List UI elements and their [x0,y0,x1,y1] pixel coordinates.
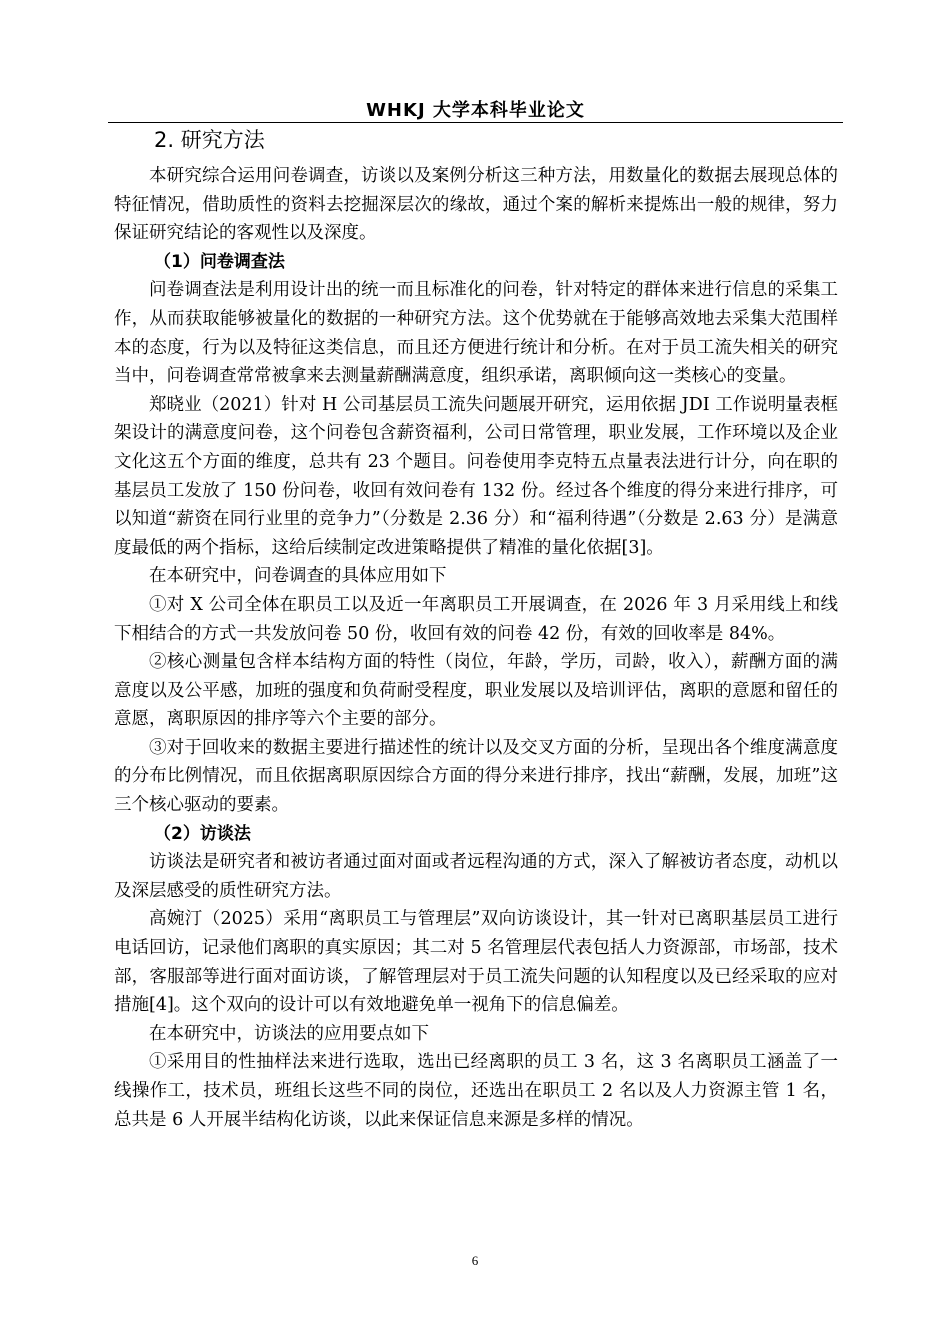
subheading-interview: （2）访谈法 [154,823,251,844]
paragraph: 在本研究中，问卷调查的具体应用如下 [149,566,447,587]
paragraph: 问卷调查法是利用设计出的统一而且标准化的问卷，针对特定的群体来进行信息的采集工作，从而获取能够被量化的数据的一种研究方法。这个优势就在于能够高效地去采集大范围样本的态度，行为以及特征这类信息，而且还方便进行统计和分析。在对于员工流失相关的研究当中，问卷调查常常被拿来去测量薪酬满意度，组织承诺，离职倾向这一类核心的变量。 [114,280,838,387]
section-title: 2. 研究方法 [154,128,265,152]
list-item: ①对 X 公司全体在职员工以及近一年离职员工开展调查，在 2026 年 3 月采用线上和线下相结合的方式一共发放问卷 50 份，收回有效的问卷 42 份，有效的回收率是 84%。 [114,594,838,644]
body-content [114,124,838,1134]
list-item: ③对于回收来的数据主要进行描述性的统计以及交叉方面的分析，呈现出各个维度满意度的分布比例情况，而且依据离职原因综合方面的得分来进行排序，找出“薪酬，发展，加班”这三个核心驱动的要素。 [114,737,838,816]
paragraph: 在本研究中，访谈法的应用要点如下 [149,1023,429,1044]
paragraph: 郑晓业（2021）针对 H 公司基层员工流失问题展开研究，运用依据 JDI 工作说明量表框架设计的满意度问卷，这个问卷包含薪资福利，公司日常管理，职业发展，工作环境以及企业文化这五个方面的维度，总共有 23 个题目。问卷使用李克特五点量表法进行计分，向在职的基层员工发放了 150 份问卷，收回有效问卷有 132 份。经过各个维度的得分来进行排序，可以知道“薪资在同行业里的竞争力”（分数是 2.36 分）和“福利待遇”（分数是 2.63 分）是满意度最低的两个指标，这给后续制定改进策略提供了精准的量化依据[3]。 [114,394,838,558]
list-item: ②核心测量包含样本结构方面的特性（岗位，年龄，学历，司龄，收入），薪酬方面的满意度以及公平感，加班的强度和负荷耐受程度，职业发展以及培训评估，离职的意愿和留任的意愿，离职原因的排序等六个主要的部分。 [114,652,838,730]
page-number: 6 [471,1253,479,1268]
header-rule [108,122,843,123]
paragraph: 高婉汀（2025）采用“离职员工与管理层”双向访谈设计，其一针对已离职基层员工进行电话回访，记录他们离职的真实原因；其二对 5 名管理层代表包括人力资源部，市场部，技术部，客服部等进行面对面访谈，了解管理层对于员工流失问题的认知程度以及已经采取的应对措施[4]。这个双向的设计可以有效地避免单一视角下的信息偏差。 [114,909,838,1016]
paragraph: 访谈法是研究者和被访者通过面对面或者远程沟通的方式，深入了解被访者态度，动机以及深层感受的质性研究方法。 [114,852,838,901]
list-item: ①采用目的性抽样法来进行选取，选出已经离职的员工 3 名，这 3 名离职员工涵盖了一线操作工，技术员，班组长这些不同的岗位，还选出在职员工 2 名以及人力资源主管 1 名，总共是 6 人开展半结构化访谈，以此来保证信息来源是多样的情况。 [114,1052,838,1130]
running-header: WHKJ 大学本科毕业论文 [366,100,585,121]
subheading-questionnaire: （1）问卷调查法 [154,251,285,272]
intro-paragraph: 本研究综合运用问卷调查，访谈以及案例分析这三种方法，用数量化的数据去展现总体的特征情况，借助质性的资料去挖掘深层次的缘故，通过个案的解析来提炼出一般的规律，努力保证研究结论的客观性以及深度。 [114,166,838,244]
